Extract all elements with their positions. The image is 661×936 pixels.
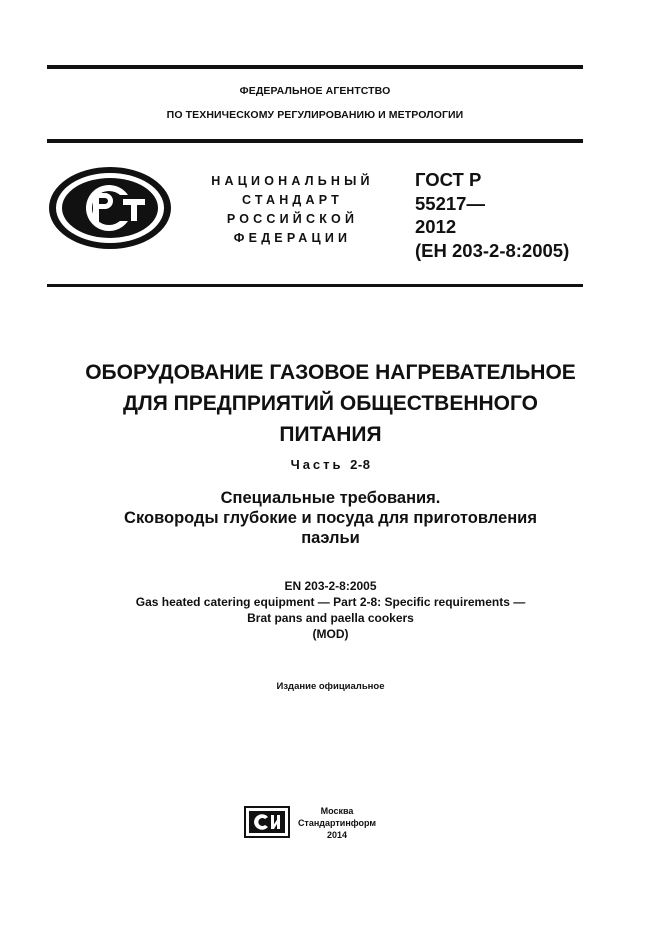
subtitle-line-1: Специальные требования. <box>220 489 441 507</box>
gost-r-emblem-icon <box>47 165 173 251</box>
publisher-info <box>292 805 382 841</box>
subtitle-line-3: паэльи <box>301 529 360 547</box>
designation-line-4: (ЕН 203-2-8:2005) <box>415 239 570 261</box>
en-reference <box>30 578 631 642</box>
national-standard-label <box>190 172 395 248</box>
national-standard-line-4: ФЕДЕРАЦИИ <box>233 231 352 245</box>
document-title <box>30 357 631 450</box>
en-mod: (MOD) <box>312 627 349 641</box>
title-line-3: ПИТАНИЯ <box>279 423 382 446</box>
publisher-year: 2014 <box>326 830 348 840</box>
agency-line-1: ФЕДЕРАЛЬНОЕ АГЕНТСТВО <box>239 85 391 97</box>
agency-rule <box>47 139 583 143</box>
top-rule <box>47 65 583 69</box>
edition-label: Издание официальное <box>276 681 385 692</box>
designation-line-3: 2012 <box>415 216 457 237</box>
header-rule <box>47 284 583 287</box>
title-line-2: ДЛЯ ПРЕДПРИЯТИЙ ОБЩЕСТВЕННОГО <box>123 392 538 415</box>
standard-designation <box>415 168 595 262</box>
part-number: 2-8 <box>350 457 371 472</box>
part-word: Часть <box>290 457 344 472</box>
standartinform-logo-icon <box>244 806 290 838</box>
national-standard-line-3: РОССИЙСКОЙ <box>226 212 359 226</box>
title-line-1: ОБОРУДОВАНИЕ ГАЗОВОЕ НАГРЕВАТЕЛЬНОЕ <box>85 361 576 384</box>
publisher-name: Стандартинформ <box>297 818 377 828</box>
part-label <box>30 457 631 472</box>
national-standard-line-1: НАЦИОНАЛЬНЫЙ <box>211 174 374 188</box>
publisher-city: Москва <box>320 806 354 816</box>
en-title-line-1: Gas heated catering equipment — Part 2-8: Specific requirements — <box>135 595 526 609</box>
national-standard-line-2: СТАНДАРТ <box>242 193 343 207</box>
document-subtitle <box>30 488 631 548</box>
en-title-line-2: Brat pans and paella cookers <box>247 611 414 625</box>
designation-line-2: 55217— <box>415 192 485 214</box>
en-code: EN 203-2-8:2005 <box>284 579 377 593</box>
agency-line-2: ПО ТЕХНИЧЕСКОМУ РЕГУЛИРОВАНИЮ И МЕТРОЛОГИИ <box>166 109 464 121</box>
subtitle-line-2: Сковороды глубокие и посуда для приготовления <box>124 509 537 527</box>
designation-line-1: ГОСТ Р <box>415 169 482 190</box>
